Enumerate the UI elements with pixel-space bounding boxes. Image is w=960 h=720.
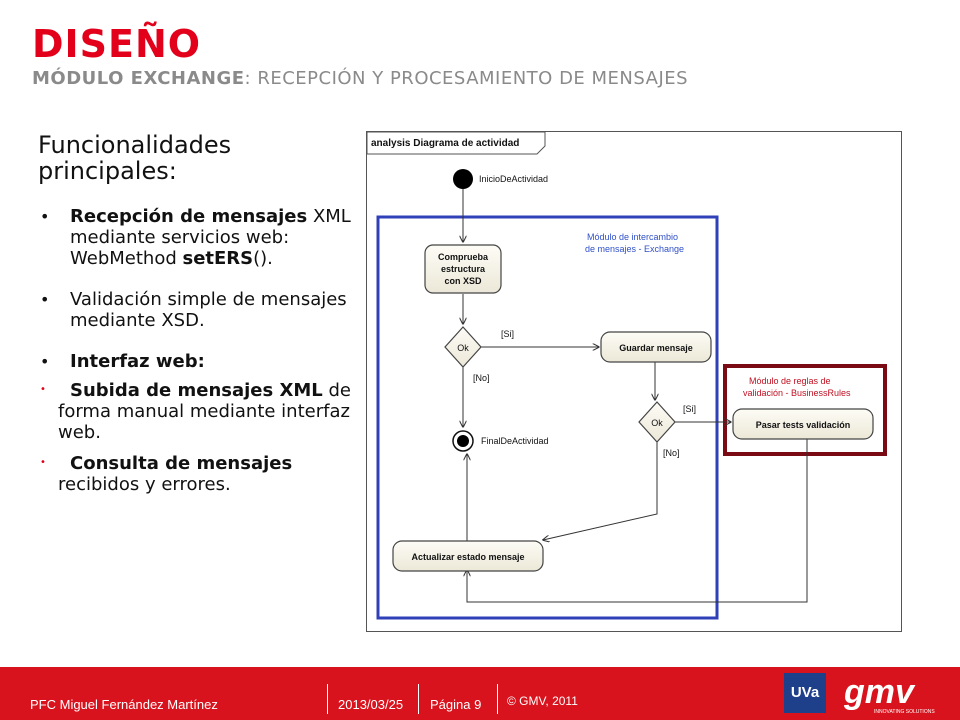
node-check-line1: Comprueba — [437, 252, 489, 262]
bullet-validation — [38, 289, 358, 331]
frame-label: analysis Diagrama de actividad — [371, 138, 520, 149]
module-label-1: Módulo de intercambio — [587, 232, 679, 242]
slide-subtitle — [32, 68, 688, 89]
footer-divider-1 — [327, 684, 328, 714]
end-label: FinalDeActividad — [481, 436, 549, 446]
guard-no-2: [No] — [663, 448, 680, 458]
s1-text: de forma manual mediante interfaz web. — [58, 380, 351, 443]
node-save-label: Guardar mensaje — [619, 343, 693, 353]
subtitle-bold: MÓDULO EXCHANGE — [32, 68, 245, 89]
footer-author: PFC Miguel Fernández Martínez — [30, 697, 218, 712]
footer-copyright: © GMV, 2011 — [507, 694, 578, 708]
module-label-2: de mensajes - Exchange — [585, 244, 685, 254]
footer-divider-2 — [418, 684, 419, 714]
b1-text: XML mediante servicios web: WebMethod — [70, 206, 351, 269]
gmv-logo — [842, 671, 952, 715]
bullet-list — [38, 206, 358, 505]
guard-yes-1: [Si] — [501, 329, 515, 339]
bullet-web — [38, 351, 358, 372]
b1-bold2: setERS — [182, 248, 254, 269]
start-label: InicioDeActividad — [479, 174, 549, 184]
subtitle-rest: : RECEPCIÓN Y PROCESAMIENTO DE MENSAJES — [244, 68, 689, 89]
node-update-label: Actualizar estado mensaje — [411, 552, 525, 562]
node-check-line3: con XSD — [444, 276, 482, 286]
guard-no-1: [No] — [473, 373, 490, 383]
rules-label-2: validación - BusinessRules — [743, 388, 851, 398]
sub-bullet-query — [38, 453, 358, 495]
s1-bold: Subida de mensajes XML — [70, 380, 323, 401]
b2-text: Validación simple de mensajes mediante XSD. — [70, 289, 347, 331]
s2-bold: Consulta de mensajes — [70, 453, 293, 474]
sub-bullet-upload — [38, 380, 358, 443]
decision-2-label: Ok — [651, 418, 663, 428]
s2-text: recibidos y errores. — [58, 474, 231, 495]
gmv-tagline: INNOVATING SOLUTIONS — [874, 709, 935, 715]
node-tests-label: Pasar tests validación — [755, 420, 851, 430]
bullet-reception — [38, 206, 358, 269]
b1-tail: (). — [253, 248, 273, 269]
b1-bold: Recepción de mensajes — [70, 206, 308, 227]
rules-label-1: Módulo de reglas de — [749, 376, 831, 386]
decision-1-label: Ok — [457, 343, 469, 353]
node-check-line2: estructura — [440, 264, 486, 274]
guard-yes-2: [Si] — [683, 404, 697, 414]
section-heading: Funcionalidades principales: — [38, 131, 232, 185]
footer-page: Página 9 — [430, 697, 482, 712]
slide-title: DISEÑO — [32, 22, 202, 66]
activity-diagram — [366, 131, 902, 632]
footer-divider-3 — [497, 684, 498, 714]
footer-date: 2013/03/25 — [338, 697, 404, 712]
b3-text: Interfaz web: — [70, 351, 205, 372]
uva-logo: UVa — [784, 673, 826, 713]
gmv-logo-text: gmv — [844, 673, 914, 711]
start-node — [453, 169, 473, 189]
